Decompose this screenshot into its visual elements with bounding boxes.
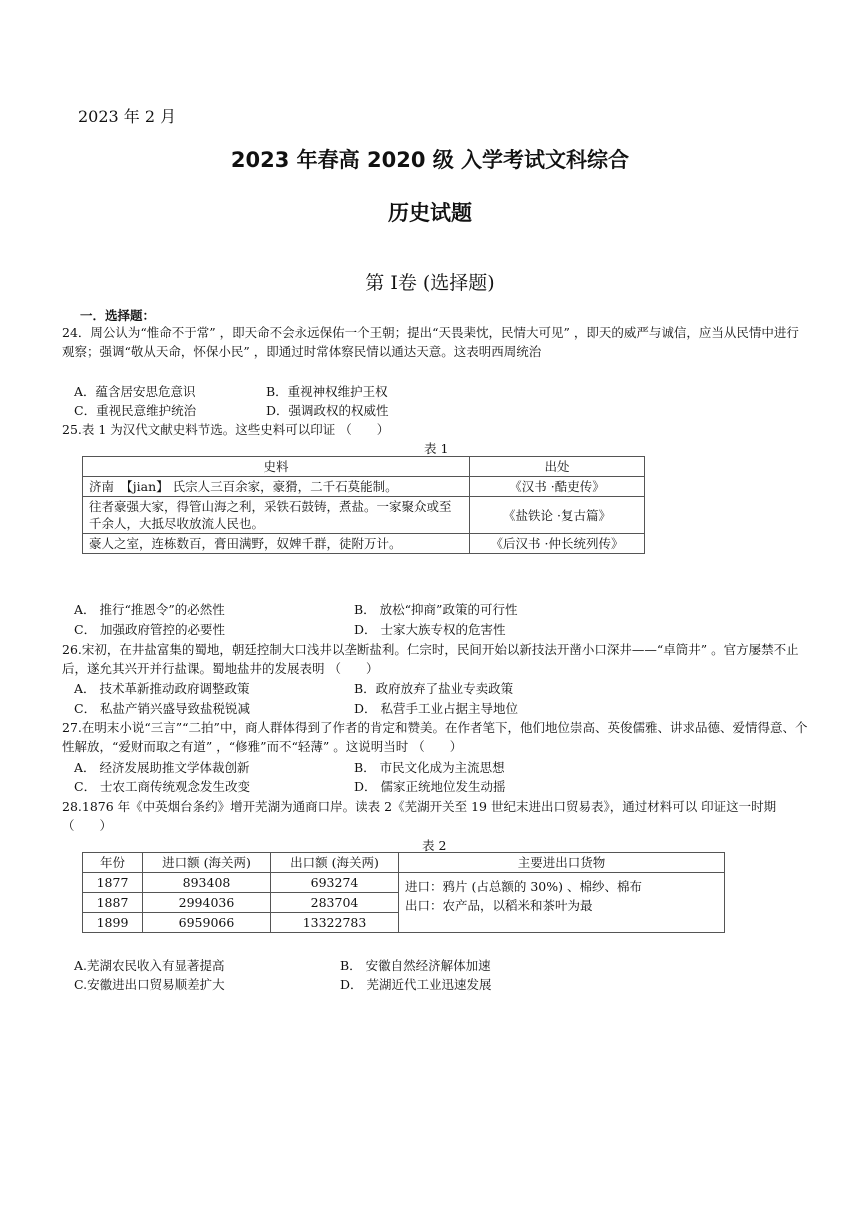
question-27-option-d: D． 儒家正统地位发生动摇 bbox=[354, 779, 506, 794]
question-24-option-c: C．重视民意维护统治 bbox=[74, 403, 197, 418]
question-26-option-d: D． 私营手工业占据主导地位 bbox=[354, 701, 518, 716]
table-2-header-row bbox=[83, 853, 725, 873]
table-1-cell-source: 《盐铁论 ·复古篇》 bbox=[470, 497, 645, 534]
table-1-header-row bbox=[83, 457, 645, 477]
question-26-option-c: C． 私盐产销兴盛导致盐税锐减 bbox=[74, 701, 251, 716]
question-24-option-d: D．强调政权的权威性 bbox=[266, 403, 389, 418]
table-2-cell-import: 893408 bbox=[143, 873, 271, 893]
question-28-option-c: C.安徽进出口贸易顺差扩大 bbox=[74, 977, 225, 992]
question-25-option-c: C． 加强政府管控的必要性 bbox=[74, 622, 226, 637]
question-25-option-d: D． 士家大族专权的危害性 bbox=[354, 622, 506, 637]
table-2-caption: 表 2 bbox=[422, 838, 447, 853]
table-1-cell-source: 《后汉书 ·仲长统列传》 bbox=[470, 534, 645, 554]
question-26-option-b: B．政府放弃了盐业专卖政策 bbox=[354, 681, 514, 696]
table-2-cell-import: 2994036 bbox=[143, 893, 271, 913]
table-1-cell-text: 济南 【jian】 氏宗人三百余家，豪猾，二千石莫能制。 bbox=[83, 477, 470, 497]
question-26-option-a: A． 技术革新推动政府调整政策 bbox=[74, 681, 250, 696]
table-2-header-goods: 主要进出口货物 bbox=[399, 853, 725, 873]
table-2-cell-export: 13322783 bbox=[271, 913, 399, 933]
question-28-stem: 28.1876 年《中英烟台条约》增开芜湖为通商口岸。读表 2《芜湖开关至 19 世纪末进出口贸易表》，通过材料可以 印证这一时期 （ ） bbox=[62, 799, 777, 833]
table-row bbox=[83, 534, 645, 554]
section-heading: 一．选择题： bbox=[80, 308, 156, 323]
exam-subtitle: 历史试题 bbox=[388, 201, 472, 225]
question-26-stem: 26.宋初，在井盐富集的蜀地，朝廷控制大口浅井以垄断盐利。仁宗时，民间开始以新技法开凿小口深井——“卓筒井” 。官方屡禁不止后，遂允其兴开并行盐课。蜀地盐井的发展表明 （ ） bbox=[62, 642, 799, 676]
volume-heading: 第 Ⅰ卷 (选择题) bbox=[365, 272, 495, 294]
table-2-header-year: 年份 bbox=[83, 853, 143, 873]
table-row bbox=[83, 477, 645, 497]
question-27-option-c: C． 士农工商传统观念发生改变 bbox=[74, 779, 251, 794]
table-2-cell-year: 1877 bbox=[83, 873, 143, 893]
question-28-option-b: B． 安徽自然经济解体加速 bbox=[340, 958, 491, 973]
question-24-option-b: B．重视神权维护王权 bbox=[266, 384, 388, 399]
table-2-header-export: 出口额 (海关两) bbox=[271, 853, 399, 873]
question-28-option-a: A.芜湖农民收入有显著提高 bbox=[74, 958, 225, 973]
table-2-goods-import: 进口：鸦片 (占总额的 30%) 、棉纱、棉布 bbox=[405, 879, 642, 894]
question-25-stem: 25.表 1 为汉代文献史料节选。这些史料可以印证 （ ） bbox=[62, 422, 390, 437]
table-2-cell-year: 1899 bbox=[83, 913, 143, 933]
question-25-option-b: B． 放松“抑商”政策的可行性 bbox=[354, 602, 518, 617]
question-27-option-b: B． 市民文化成为主流思想 bbox=[354, 760, 505, 775]
table-1 bbox=[82, 456, 645, 554]
table-1-cell-text: 豪人之室，连栋数百，膏田满野，奴婢千群，徒附万计。 bbox=[83, 534, 470, 554]
table-2-cell-import: 6959066 bbox=[143, 913, 271, 933]
table-2-cell-export: 283704 bbox=[271, 893, 399, 913]
exam-title: 2023 年春高 2020 级 入学考试文科综合 bbox=[230, 148, 630, 172]
table-2 bbox=[82, 852, 725, 933]
question-27-option-a: A． 经济发展助推文学体裁创新 bbox=[74, 760, 250, 775]
table-2-cell-year: 1887 bbox=[83, 893, 143, 913]
question-27-stem: 27.在明末小说“三言”“二拍”中，商人群体得到了作者的肯定和赞美。在作者笔下，他们地位崇高、英俊儒雅、讲求品德、爱情得意、个性解放，“爱财而取之有道” ，“修雅”而不“轻薄” 。这说明当时 （ ） bbox=[62, 720, 808, 754]
exam-date: 2023 年 2 月 bbox=[78, 107, 177, 126]
table-1-caption: 表 1 bbox=[424, 441, 449, 456]
table-2-header-import: 进口额 (海关两) bbox=[143, 853, 271, 873]
table-2-cell-goods bbox=[399, 873, 725, 933]
table-2-goods-export: 出口：农产品，以稻米和茶叶为最 bbox=[405, 898, 593, 913]
table-2-cell-export: 693274 bbox=[271, 873, 399, 893]
table-1-header-origin: 出处 bbox=[470, 457, 645, 477]
question-25-option-a: A． 推行“推恩令”的必然性 bbox=[74, 602, 225, 617]
question-24-option-a: A．蕴含居安思危意识 bbox=[74, 384, 196, 399]
table-1-header-source-text: 史料 bbox=[83, 457, 470, 477]
question-24-stem: 24．周公认为“惟命不于常” ，即天命不会永远保佑一个王朝；提出“天畏棐忱，民情大可见” ，即天的威严与诚信，应当从民情中进行观察；强调“敬从天命，怀保小民” ，即通过时常体察民情以通达天意。这表明西周统治 bbox=[62, 325, 799, 359]
table-1-cell-text: 往者豪强大家，得管山海之利，采铁石鼓铸，煮盐。一家聚众或至千余人，大抵尽收放流人民也。 bbox=[83, 497, 470, 534]
table-1-cell-source: 《汉书 ·酷吏传》 bbox=[470, 477, 645, 497]
question-28-option-d: D． 芜湖近代工业迅速发展 bbox=[340, 977, 492, 992]
table-row bbox=[83, 873, 725, 893]
table-row bbox=[83, 497, 645, 534]
